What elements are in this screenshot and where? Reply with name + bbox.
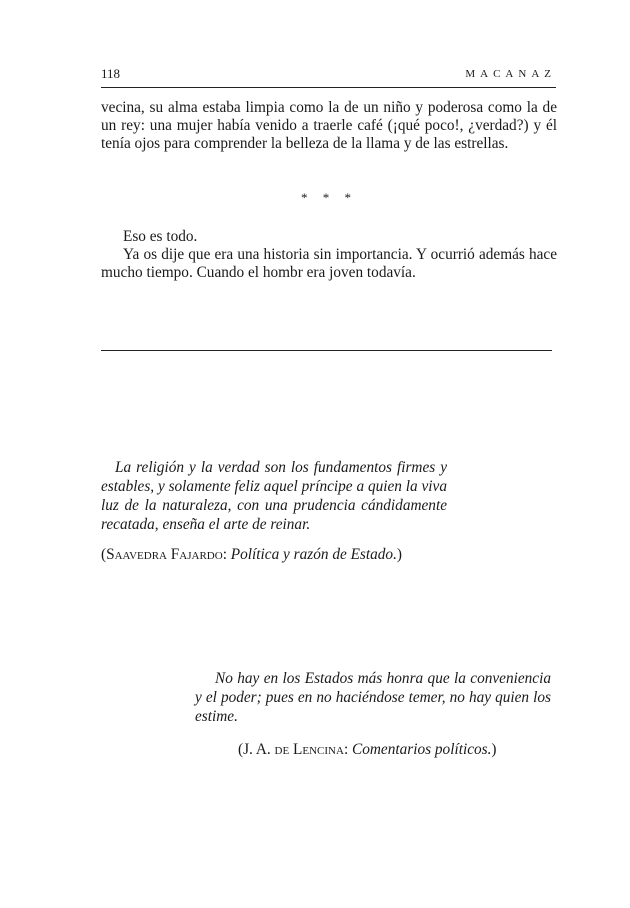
- section-separator: * * *: [301, 190, 357, 205]
- epigraph-work-1: Política y razón de Estado.: [230, 546, 397, 563]
- section-rule: [101, 350, 552, 351]
- epigraph-quote-2: No hay en los Estados más honra que la conveniencia y el poder; pues en no haciéndose temer, no hay quien los estime.: [195, 670, 551, 725]
- page-number: 118: [101, 66, 121, 81]
- running-head: [101, 66, 556, 84]
- epigraph-author-2: J. A. de Lencina: [243, 741, 344, 758]
- epigraph-attribution-2: (J. A. de Lencina: Comentarios políticos.): [238, 741, 497, 758]
- running-title: MACANAZ: [465, 68, 556, 80]
- epigraph-quote-1: La religión y la verdad son los fundamentos firmes y estables, y solamente feliz aquel príncipe a quien la viva luz de la naturaleza, con una prudencia cándidamente recatada, enseña el arte de reinar.: [101, 459, 447, 533]
- paragraph-continued: vecina, su alma estaba limpia como la de un niño y poderosa como la de un rey: una mujer había venido a traerle café (¡qué poco!, ¿verdad?) y él tenía ojos para comprender la belleza de la llama y de las estrellas.: [101, 99, 557, 152]
- paragraph-short: Eso es todo.: [123, 228, 198, 245]
- header-rule: [101, 87, 556, 88]
- epigraph-attribution-1: (Saavedra Fajardo: Política y razón de Estado.): [101, 546, 403, 563]
- paragraph-story: Ya os dije que era una historia sin importancia. Y ocurrió además hace mucho tiempo. Cuando el hombr era joven todavía.: [101, 246, 557, 281]
- epigraph-work-2: Comentarios políticos.: [352, 741, 492, 758]
- epigraph-author-1: Saavedra Fajardo: [106, 546, 223, 563]
